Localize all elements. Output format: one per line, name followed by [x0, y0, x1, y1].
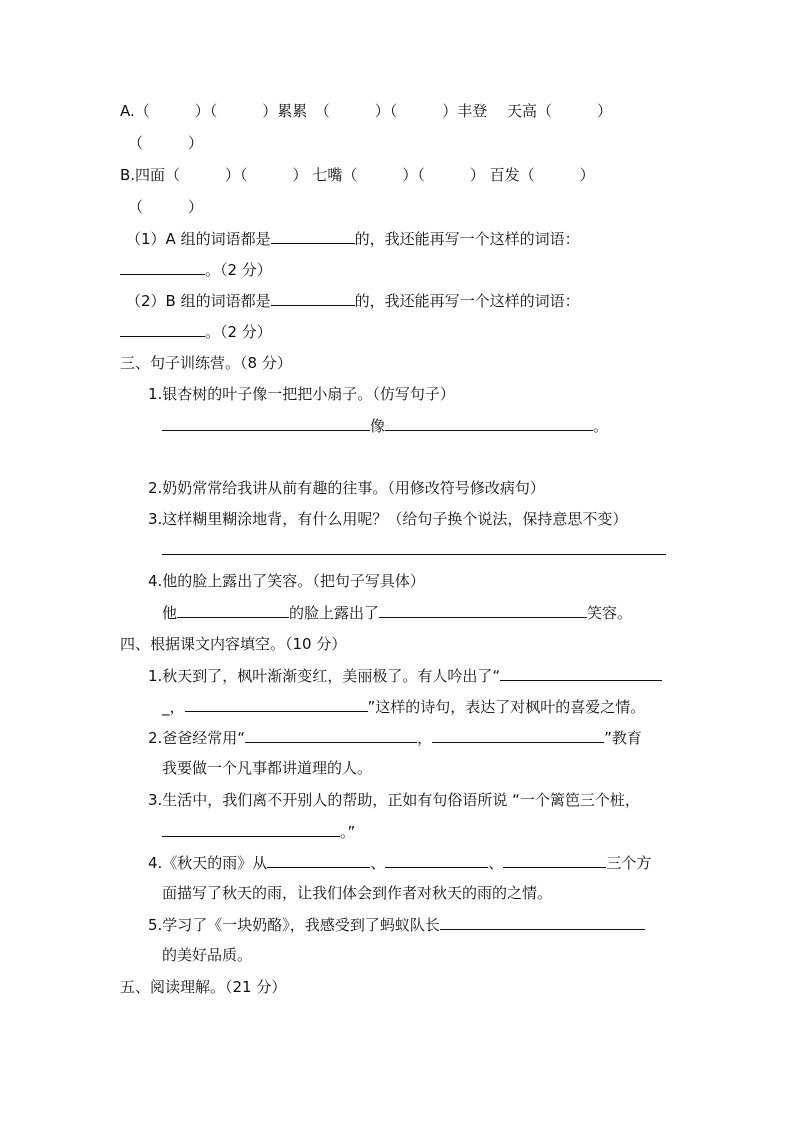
s4-item-4-blank-a[interactable]	[267, 852, 370, 868]
row-b-line-1: B.四面（ ）（ ） 七嘴（ ）（ ） 百发（ ）	[120, 166, 595, 184]
s4-item-2-a: 2.爸爸经常用“	[148, 729, 246, 747]
item-1-mid: 像	[370, 417, 386, 435]
s4-item-3-b: 。”	[340, 823, 356, 841]
section-4-item-5	[148, 914, 645, 935]
section-4-item-3: 3.生活中，我们离不开别人的帮助，正如有句俗语所说 “一个篱笆三个桩，	[148, 791, 640, 809]
question-1	[126, 228, 580, 249]
section-3-item-3-answer-blank[interactable]	[162, 554, 666, 555]
s4-item-2-b: ，	[417, 729, 433, 747]
section-4-title: 四、根据课文内容填空。（10 分）	[120, 635, 347, 653]
s4-item-2-c: ”教育	[604, 729, 642, 747]
s4-item-4-blank-b[interactable]	[385, 852, 488, 868]
section-4-item-2	[148, 727, 642, 748]
s4-item-5-a: 5.学习了《一块奶酪》，我感受到了蚂蚁队长	[148, 916, 440, 934]
question-1-suffix: 的，我还能再写一个这样的词语：	[354, 230, 580, 248]
s4-item-5-blank[interactable]	[440, 914, 645, 930]
s4-item-2-blank-b[interactable]	[432, 727, 604, 743]
question-1-end: 。（2 分）	[205, 261, 272, 279]
section-3-item-1: 1.银杏树的叶子像一把把小扇子。（仿写句子）	[148, 385, 455, 403]
question-2-suffix: 的，我还能再写一个这样的词语：	[354, 292, 580, 310]
s4-item-1-c: ”这样的诗句，表达了对枫叶的喜爱之情。	[367, 698, 646, 716]
item-4-b: 的脸上露出了	[289, 604, 380, 622]
item-4-blank-a[interactable]	[177, 602, 289, 618]
section-3-item-4: 4.他的脸上露出了笑容。（把句子写具体）	[148, 572, 425, 590]
row-a-line-2: （ ）	[128, 134, 204, 152]
section-3-item-1-answer	[162, 415, 608, 436]
section-3-item-4-answer	[162, 602, 632, 623]
item-4-a: 他	[162, 604, 178, 622]
s4-item-3-blank[interactable]	[162, 821, 340, 837]
section-4-item-4-cont: 面描写了秋天的雨，让我们体会到作者对秋天的雨的之情。	[162, 884, 553, 902]
question-2-answer-blank[interactable]	[120, 321, 205, 337]
section-5-title: 五、阅读理解。（21 分）	[120, 978, 287, 996]
question-1-answer-line	[120, 259, 272, 280]
s4-item-4-b: 三个方	[606, 854, 652, 872]
s4-item-4-sep1: 、	[370, 854, 386, 872]
s4-item-4-blank-c[interactable]	[503, 852, 606, 868]
item-1-end: 。	[593, 417, 609, 435]
section-4-item-1-cont	[162, 696, 645, 717]
section-4-item-1	[148, 665, 662, 686]
question-2-prefix: （2）B 组的词语都是	[126, 292, 271, 310]
row-a-line-1: A.（ ）（ ）累累 （ ）（ ）丰登 天高（ ）	[120, 102, 613, 120]
s4-item-4-a: 4.《秋天的雨》从	[148, 854, 268, 872]
question-2	[126, 290, 580, 311]
item-1-blank-a[interactable]	[162, 415, 370, 431]
s4-item-1-blank-b[interactable]	[185, 696, 368, 712]
section-4-item-3-cont	[162, 821, 355, 842]
question-2-end: 。（2 分）	[205, 323, 272, 341]
s4-item-4-sep2: 、	[488, 854, 504, 872]
question-1-answer-blank[interactable]	[120, 259, 205, 275]
s4-item-1-blank-a[interactable]	[500, 665, 662, 681]
item-1-blank-b[interactable]	[385, 415, 593, 431]
question-2-blank[interactable]	[271, 290, 355, 306]
item-4-blank-b[interactable]	[379, 602, 587, 618]
s4-item-2-blank-a[interactable]	[245, 727, 417, 743]
section-3-item-3: 3.这样糊里糊涂地背，有什么用呢？（给句子换个说法，保持意思不变）	[148, 510, 628, 528]
item-4-c: 笑容。	[587, 604, 633, 622]
question-1-prefix: （1）A 组的词语都是	[126, 230, 271, 248]
s4-item-1-a: 1.秋天到了，枫叶渐渐变红，美丽极了。有人吟出了“	[148, 667, 501, 685]
section-3-item-2: 2.奶奶常常给我讲从前有趣的往事。（用修改符号修改病句）	[148, 479, 545, 497]
section-4-item-4	[148, 852, 651, 873]
question-2-answer-line	[120, 321, 272, 342]
section-4-item-5-cont: 的美好品质。	[162, 946, 253, 964]
section-4-item-2-cont: 我要做一个凡事都讲道理的人。	[162, 759, 373, 777]
s4-item-1-b: _，	[162, 698, 185, 716]
section-3-title: 三、句子训练营。（8 分）	[120, 354, 292, 372]
question-1-blank[interactable]	[271, 228, 355, 244]
row-b-line-2: （ ）	[128, 198, 204, 216]
